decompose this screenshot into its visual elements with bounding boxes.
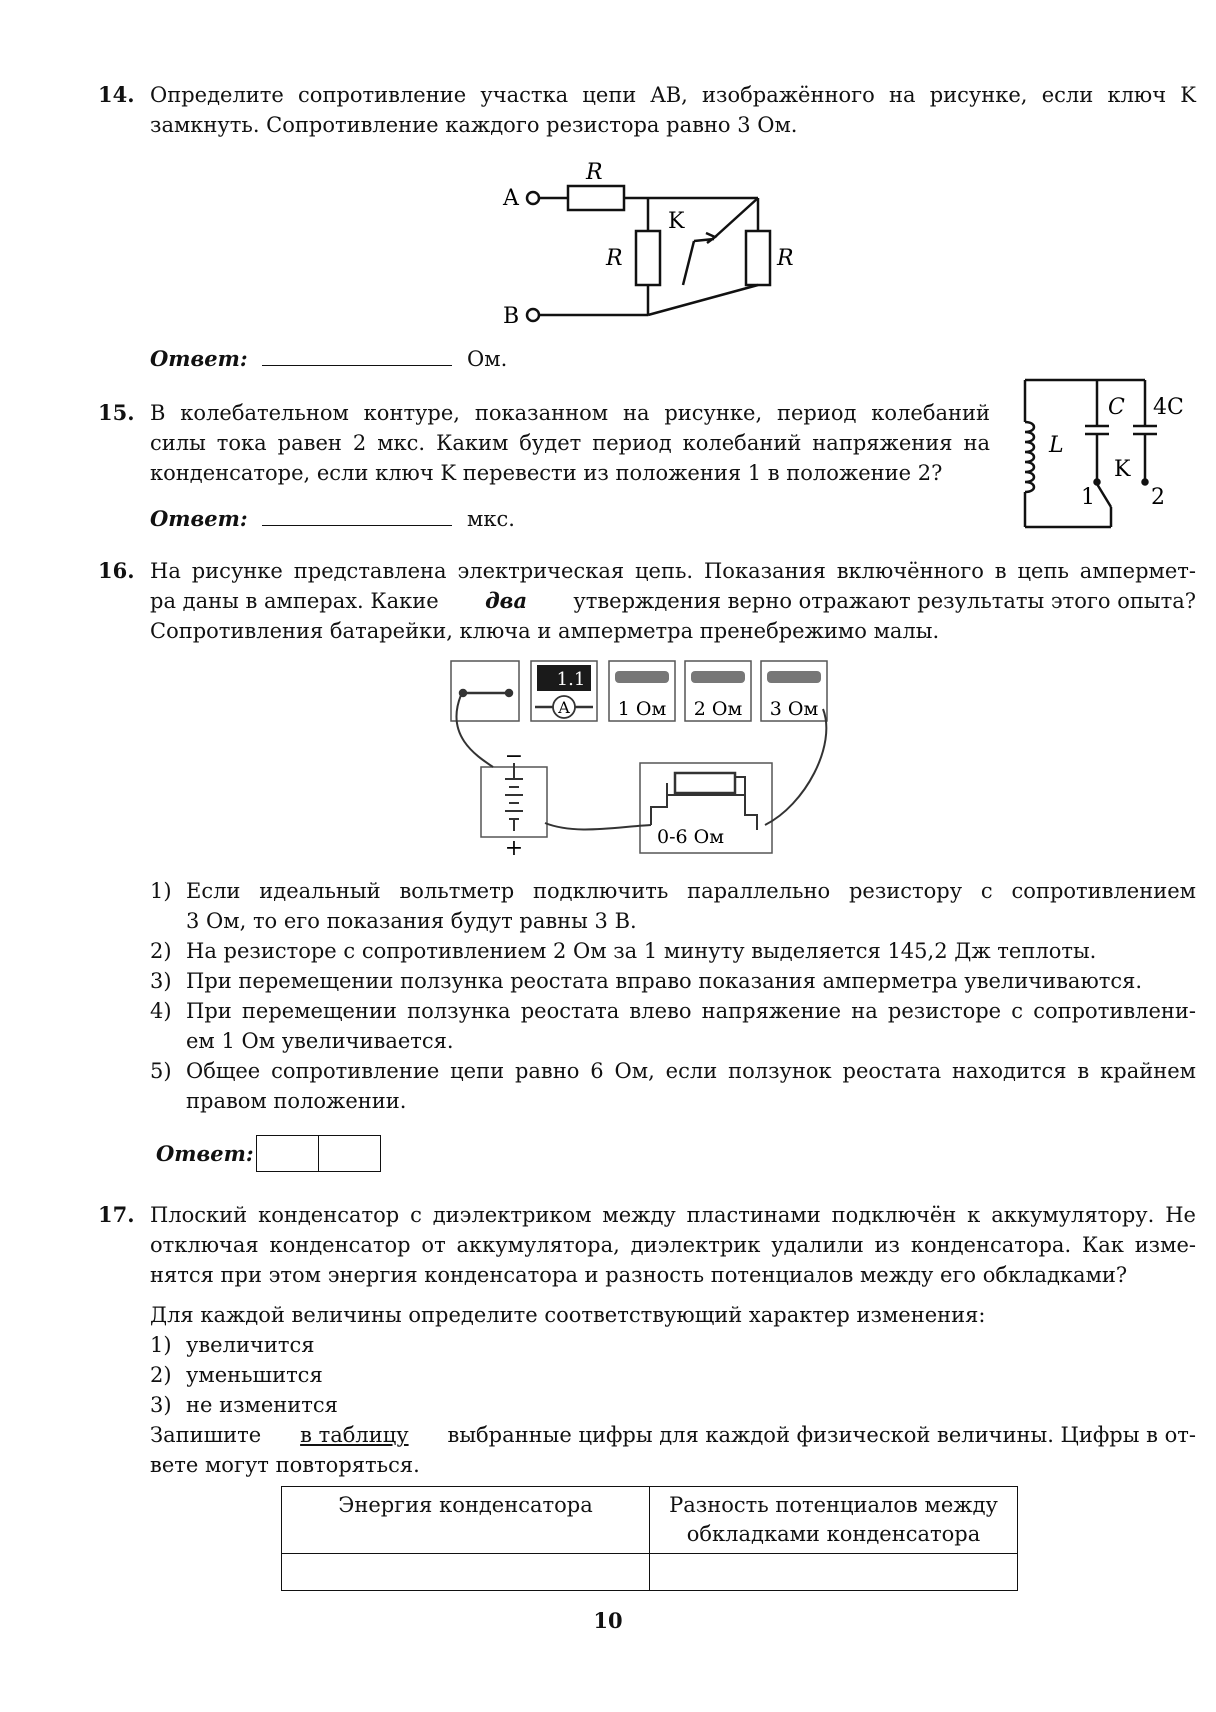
q16-resistor-2-body xyxy=(691,671,745,683)
q17-number: 17. xyxy=(98,1202,135,1227)
q16-text-line2-b: утверждения верно отражают результаты этого опыта? xyxy=(573,589,1196,613)
q16-option-5-line2: правом положении. xyxy=(186,1089,407,1113)
q16-answer-row xyxy=(156,1135,381,1172)
q16-option-1-num: 1) xyxy=(150,879,172,903)
q16-option-4-line1: При перемещении ползунка реостата влево напряжение на резисторе с сопротивлени- xyxy=(186,999,1196,1023)
q17-instruction: Для каждой величины определите соответствующий характер изменения: xyxy=(150,1303,986,1327)
q16-circuit-photo xyxy=(445,655,835,860)
q17-choice-3 xyxy=(150,1390,1196,1420)
q15-answer-row xyxy=(150,503,515,534)
q16-option-5 xyxy=(150,1056,1196,1116)
q15-answer-field[interactable] xyxy=(262,503,452,526)
q17-choice-1-num: 1) xyxy=(150,1333,172,1357)
q16-text-line2-a: ра даны в амперах. Какие xyxy=(150,589,439,613)
q14-resistor-left xyxy=(636,231,660,285)
q14-label-r-top: R xyxy=(586,160,603,185)
q16-battery-minus: − xyxy=(504,744,524,769)
q17-choice-2-label: уменьшится xyxy=(186,1363,323,1387)
q16-battery-plus: + xyxy=(504,836,524,860)
q15-label-k: K xyxy=(1114,457,1131,482)
q16-option-1-line1: Если идеальный вольтметр подключить параллельно резистору с сопротивлением xyxy=(186,879,1196,903)
q17-write-post: выбранные цифры для каждой физической величины. Цифры в от- xyxy=(447,1423,1196,1447)
q17-table-header-row xyxy=(282,1487,1018,1554)
q14-label-b: B xyxy=(503,304,520,329)
q17-text-line1: Плоский конденсатор с диэлектриком между пластинами подключён к аккумулятору. Не xyxy=(150,1203,1196,1227)
q17-write-pre: Запишите xyxy=(150,1423,262,1447)
q17-text-line3: нятся при этом энергия конденсатора и разность потенциалов между его обкладками? xyxy=(150,1263,1128,1287)
q17-choice-3-label: не изменится xyxy=(186,1393,338,1417)
q15-oscillator-diagram xyxy=(1015,372,1185,532)
q17-write-line1 xyxy=(150,1420,1196,1450)
q16-text-line3: Сопротивления батарейки, ключа и амперметра пренебрежимо малы. xyxy=(150,619,940,643)
q16-option-1-line2: 3 Ом, то его показания будут равны 3 В. xyxy=(186,909,637,933)
q16-option-1 xyxy=(150,876,1196,936)
q17-answer-table xyxy=(281,1486,1018,1591)
q16-ammeter-reading: 1.1 xyxy=(556,669,586,690)
q16-option-2 xyxy=(150,936,1196,966)
q16-option-4 xyxy=(150,996,1196,1056)
q15-answer-label: Ответ: xyxy=(150,506,248,531)
q14-label-r-left: R xyxy=(606,246,623,271)
q16-option-2-line1: На резисторе с сопротивлением 2 Ом за 1 минуту выделяется 145,2 Дж теплоты. xyxy=(186,939,1097,963)
q17-header-energy: Энергия конденсатора xyxy=(282,1487,650,1554)
q16-text-line2 xyxy=(150,586,1196,616)
q15-switch-k xyxy=(1097,484,1111,507)
q14-number: 14. xyxy=(98,82,135,107)
q17-choice-2 xyxy=(150,1360,1196,1390)
q16-ammeter-letter: A xyxy=(558,698,570,717)
q14-circuit-diagram xyxy=(490,155,800,330)
q16-label-r1: 1 Ом xyxy=(617,698,667,720)
q14-text-line2: замкнуть. Сопротивление каждого резистора равно 3 Ом. xyxy=(150,113,798,137)
q16-resistor-1-body xyxy=(615,671,669,683)
q15-label-1: 1 xyxy=(1081,485,1095,510)
q15-label-l: L xyxy=(1049,433,1064,458)
q16-option-4-line2: ем 1 Ом увеличивается. xyxy=(186,1029,454,1053)
q14-resistor-top xyxy=(568,186,624,210)
q17-choice-3-num: 3) xyxy=(150,1393,172,1417)
q14-answer-row xyxy=(150,343,507,374)
q14-label-k: K xyxy=(668,209,685,234)
q15-answer-unit: мкс. xyxy=(467,507,515,531)
q16-option-2-num: 2) xyxy=(150,939,172,963)
q14-text-line1: Определите сопротивление участка цепи AB, изображённого на рисунке, если ключ K xyxy=(150,83,1196,107)
q15-label-2: 2 xyxy=(1151,485,1165,510)
q16-answer-label: Ответ: xyxy=(156,1140,254,1166)
q15-text-line2: силы тока равен 2 мкс. Каким будет период колебаний напряжения на xyxy=(150,431,990,455)
q17-choice-1-label: увеличится xyxy=(186,1333,315,1357)
q14-label-r-right: R xyxy=(777,246,794,271)
q16-option-5-num: 5) xyxy=(150,1059,172,1083)
q14-answer-unit: Ом. xyxy=(467,347,508,371)
q17-choice-2-num: 2) xyxy=(150,1363,172,1387)
q17-table-answer-row xyxy=(282,1554,1018,1591)
q17-write-line2: вете могут повторяться. xyxy=(150,1453,420,1477)
q16-text-line1: На рисунке представлена электрическая цепь. Показания включённого в цепь ампермет- xyxy=(150,559,1196,583)
q16-label-r3: 3 Ом xyxy=(769,698,819,720)
q16-option-3-line1: При перемещении ползунка реостата вправо показания амперметра увеличиваются. xyxy=(186,969,1143,993)
q17-answer-cell-potential[interactable] xyxy=(650,1554,1018,1591)
q16-answer-boxes xyxy=(256,1135,381,1172)
q16-option-3 xyxy=(150,966,1196,996)
q16-option-3-num: 3) xyxy=(150,969,172,993)
page-number: 10 xyxy=(593,1608,623,1633)
q17-header-potential: Разность потенциалов между обкладками конденсатора xyxy=(650,1487,1018,1554)
q15-label-4c: 4C xyxy=(1153,395,1184,420)
q16-answer-box-1[interactable] xyxy=(256,1135,319,1172)
q16-answer-box-2[interactable] xyxy=(319,1135,381,1172)
q16-label-r2: 2 Ом xyxy=(693,698,743,720)
q16-option-5-line1: Общее сопротивление цепи равно 6 Ом, если ползунок реостата находится в крайнем xyxy=(186,1059,1196,1083)
q14-answer-label: Ответ: xyxy=(150,346,248,371)
q14-answer-field[interactable] xyxy=(262,343,452,366)
q17-choice-1 xyxy=(150,1330,1196,1360)
q14-label-a: A xyxy=(503,186,519,211)
q14-resistor-right xyxy=(746,231,770,285)
q16-number: 16. xyxy=(98,558,135,583)
q15-label-c: C xyxy=(1108,395,1125,420)
q17-answer-cell-energy[interactable] xyxy=(282,1554,650,1591)
q15-text-line3: конденсаторе, если ключ K перевести из положения 1 в положение 2? xyxy=(150,461,943,485)
q15-inductor-l xyxy=(1025,422,1034,492)
q16-emphasis: два xyxy=(485,588,528,613)
q17-write-underlined: в таблицу xyxy=(300,1423,409,1447)
q16-label-rheostat: 0-6 Ом xyxy=(657,826,724,848)
q14-switch-k xyxy=(683,241,694,285)
q15-number: 15. xyxy=(98,400,135,425)
q16-option-4-num: 4) xyxy=(150,999,172,1023)
q16-resistor-3-body xyxy=(767,671,821,683)
q15-text-line1: В колебательном контуре, показанном на рисунке, период колебаний xyxy=(150,401,990,425)
q17-text-line2: отключая конденсатор от аккумулятора, диэлектрик удалили из конденсатора. Как изме- xyxy=(150,1233,1196,1257)
